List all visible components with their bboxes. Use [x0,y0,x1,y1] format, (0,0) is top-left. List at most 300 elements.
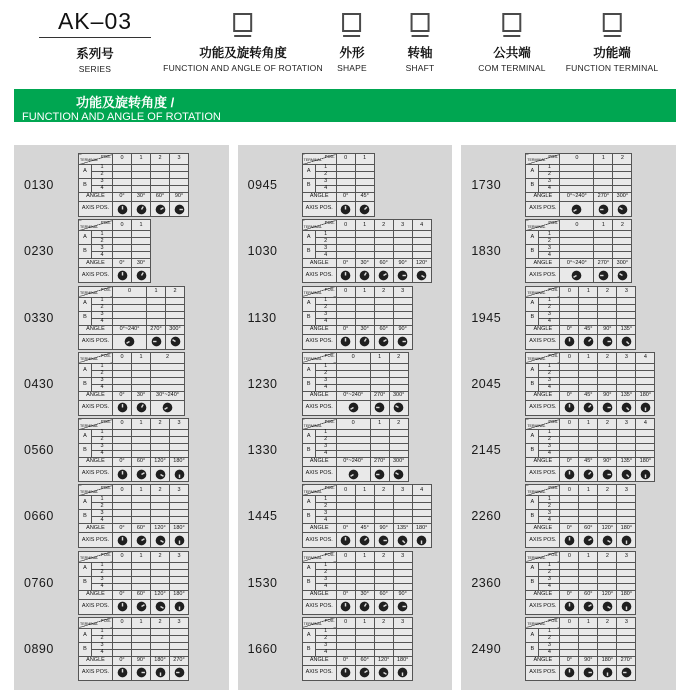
axis-row-label: AXIS POS. [526,202,560,217]
contact-cell [579,503,598,510]
contact-cell [113,649,132,656]
axis-knob-icon [564,402,575,413]
terminal-number: 1 [315,628,336,635]
axis-position-cell [560,334,579,349]
axis-knob-icon [348,402,359,413]
terminal-number: 4 [92,451,113,458]
contact-cell [166,318,185,325]
contact-cell [579,304,598,311]
series-label-en: SERIES [78,64,112,74]
axis-position-cell [113,400,132,415]
contact-cell [560,179,594,186]
position-number: 0 [560,551,579,562]
contact-cell [560,437,579,444]
function-code: 0945 [247,178,278,192]
contact-cell [613,172,632,179]
axis-knob-icon [583,402,594,413]
pos-terminal-diagonal-cell [79,352,113,363]
contact-cell [579,311,598,318]
group-b-label: B [79,444,92,458]
axis-row-label: AXIS POS. [302,665,336,680]
section-banner [14,89,676,122]
contact-cell [355,642,374,649]
angle-value: 90° [579,656,598,665]
contact-cell [393,649,412,656]
contact-cell [370,437,389,444]
contact-cell [613,252,632,259]
angle-row-label: ANGLE [302,325,336,334]
axis-position-cell [560,665,579,680]
group-b-label: B [302,642,315,656]
contact-cell [636,451,655,458]
group-a-label: A [302,165,315,179]
group-a-label: A [79,231,92,245]
contact-cell [355,318,374,325]
group-a-label: A [526,165,539,179]
contact-cell [374,297,393,304]
terminal-number: 3 [539,642,560,649]
position-number: 2 [374,220,393,231]
axis-knob-icon [598,204,609,215]
function-code: 0330 [24,310,54,325]
axis-position-cell [151,202,170,217]
contact-cell [393,583,412,590]
function-table-1945 [525,286,636,350]
axis-position-cell [132,665,151,680]
angle-value: 60° [355,656,374,665]
pos-terminal-diagonal-cell [79,220,113,231]
pos-terminal-diagonal-cell [526,485,560,496]
contact-cell [613,245,632,252]
angle-value: 60° [579,590,598,599]
position-number: 3 [393,286,412,297]
terminal-number: 4 [539,517,560,524]
angle-value: 180° [617,590,636,599]
angle-row-label: ANGLE [302,458,336,467]
angle-value: 270° [594,259,613,268]
contact-cell [560,318,579,325]
contact-cell [594,179,613,186]
axis-knob-icon [378,270,389,281]
axis-position-cell [617,599,636,614]
contact-cell [617,363,636,370]
angle-value: 60° [374,590,393,599]
position-number: 3 [617,419,636,430]
axis-knob-icon [397,667,408,678]
position-number: 0 [336,352,370,363]
field-function [163,10,323,73]
table-block-1830 [461,219,676,283]
axis-position-cell [151,533,170,548]
contact-cell [151,583,170,590]
group-b-label: B [79,311,92,325]
contact-cell [336,377,370,384]
angle-value: 300° [613,193,632,202]
angle-value: 135° [617,325,636,334]
angle-value: 300° [613,259,632,268]
position-number: 2 [598,352,617,363]
contact-cell [355,569,374,576]
axis-position-cell [113,665,132,680]
contact-cell [132,503,151,510]
terminal-number: 1 [315,363,336,370]
contact-cell [336,569,355,576]
position-number: 3 [617,551,636,562]
contact-cell [147,304,166,311]
pos-terminal-diagonal-cell [302,551,336,562]
table-block-1445 [238,484,453,548]
axis-position-cell [151,599,170,614]
field-label-cn: 外形 [339,46,365,60]
checkbox-icon [233,13,252,32]
angle-value: 0° [560,524,579,533]
contact-cell [579,377,598,384]
angle-value: 60° [579,524,598,533]
contact-cell [393,635,412,642]
position-number: 2 [389,419,408,430]
position-number: 1 [370,352,389,363]
contact-cell [598,576,617,583]
angle-value: 90° [598,458,617,467]
axis-knob-icon [155,601,166,612]
group-b-label: B [79,245,92,259]
contact-cell [598,370,617,377]
position-number: 2 [151,352,185,363]
position-number: 1 [132,551,151,562]
pos-label: POS. [100,485,111,491]
contact-cell [113,517,132,524]
contact-cell [579,430,598,437]
contact-cell [336,318,355,325]
axis-row-label: AXIS POS. [526,533,560,548]
axis-knob-icon [583,535,594,546]
contact-cell [598,304,617,311]
contact-cell [370,430,389,437]
position-number: 0 [560,617,579,628]
position-number: 2 [151,617,170,628]
position-number: 0 [336,286,355,297]
position-number: 2 [598,286,617,297]
contact-cell [560,186,594,193]
contact-cell [617,311,636,318]
axis-position-cell [355,202,374,217]
angle-value: 300° [166,325,185,334]
contact-cell [113,444,132,451]
function-code: 1730 [471,178,502,192]
axis-position-cell [336,467,370,482]
terminal-number: 3 [92,642,113,649]
function-code: 0230 [24,244,54,259]
angle-value: 0° [113,259,132,268]
axis-row-label: AXIS POS. [79,202,113,217]
contact-cell [336,437,370,444]
terminal-number: 3 [92,245,113,252]
axis-position-cell [113,202,132,217]
contact-cell [151,642,170,649]
contact-cell [598,562,617,569]
series-code: AK–03 [57,8,133,34]
contact-cell [151,451,170,458]
group-a-label: A [79,430,92,444]
terminal-number: 2 [92,437,113,444]
contact-cell [598,444,617,451]
contact-cell [170,437,189,444]
contact-cell [598,318,617,325]
contact-cell [594,245,613,252]
contact-cell [355,583,374,590]
contact-cell [113,186,132,193]
position-number: 3 [617,286,636,297]
field-label-en: COM TERMINAL [478,63,546,73]
terminal-number: 1 [92,165,113,172]
contact-cell [579,318,598,325]
function-table-2260 [525,484,636,548]
contact-cell [617,628,636,635]
terminal-number: 2 [315,370,336,377]
terminal-number: 4 [92,583,113,590]
contact-cell [170,503,189,510]
contact-cell [336,451,370,458]
angle-row-label: ANGLE [526,458,560,467]
contact-cell [560,649,579,656]
axis-knob-icon [617,270,628,281]
field-label-en: FUNCTION AND ANGLE OF ROTATION [163,63,323,73]
terminal-number: 2 [315,304,336,311]
axis-row-label: AXIS POS. [526,599,560,614]
group-b-label: B [79,179,92,193]
table-block-0560 [14,418,229,482]
pos-label: POS. [324,352,335,358]
pos-terminal-diagonal-cell [302,154,336,165]
axis-knob-icon [117,270,128,281]
contact-cell [598,649,617,656]
axis-position-cell [579,533,598,548]
contact-cell [617,517,636,524]
angle-value: 30° [355,259,374,268]
terminal-number: 1 [92,297,113,304]
function-code: 2260 [471,509,502,524]
terminal-number: 3 [92,444,113,451]
axis-knob-icon [583,336,594,347]
contact-cell [151,430,170,437]
function-table-1830 [525,219,632,283]
axis-position-cell [355,599,374,614]
group-b-label: B [302,510,315,524]
angle-row-label: ANGLE [526,391,560,400]
axis-position-cell [132,467,151,482]
terminal-number: 1 [92,496,113,503]
group-a-label: A [79,628,92,642]
terminal-number: 2 [315,503,336,510]
contact-cell [393,297,412,304]
contact-cell [617,437,636,444]
axis-knob-icon [602,469,613,480]
banner-title-cn: 功能及旋转角度 / [76,95,175,110]
table-block-0330 [14,286,229,350]
terminal-label: TERMINAL [527,357,546,362]
contact-cell [636,377,655,384]
contact-cell [579,437,598,444]
position-number: 1 [579,352,598,363]
contact-cell [132,635,151,642]
contact-cell [370,384,389,391]
contact-cell [412,231,431,238]
axis-position-cell [598,665,617,680]
contact-cell [336,642,355,649]
position-number: 1 [594,220,613,231]
axis-knob-icon [136,204,147,215]
contact-cell [170,510,189,517]
terminal-number: 1 [539,231,560,238]
contact-cell [113,318,147,325]
function-table-0430 [78,352,185,416]
contact-cell [617,318,636,325]
angle-row-label: ANGLE [302,524,336,533]
angle-row-label: ANGLE [526,259,560,268]
terminal-label: TERMINAL [80,357,99,362]
function-table-1445 [302,484,432,548]
contact-cell [113,384,132,391]
axis-position-cell [132,268,151,283]
contact-cell [598,384,617,391]
table-block-2360 [461,551,676,615]
terminal-number: 1 [539,297,560,304]
contact-cell [389,437,408,444]
contact-cell [412,517,431,524]
group-b-label: B [526,576,539,590]
axis-knob-icon [602,402,613,413]
angle-value: 135° [617,458,636,467]
function-code: 1530 [247,575,278,590]
contact-cell [594,231,613,238]
terminal-number: 2 [539,370,560,377]
contact-cell [560,297,579,304]
pos-label: POS. [548,154,559,159]
contact-cell [113,510,132,517]
axis-knob-icon [136,270,147,281]
pos-label: POS. [324,485,335,491]
checkbox-underline [604,35,621,37]
axis-knob-icon [359,535,370,546]
contact-cell [374,245,393,252]
terminal-label: TERMINAL [303,423,322,428]
contact-cell [393,245,412,252]
position-number: 0 [113,551,132,562]
group-a-label: A [79,165,92,179]
position-number: 2 [151,154,170,165]
position-number: 2 [151,551,170,562]
axis-position-cell [598,334,617,349]
terminal-number: 1 [92,628,113,635]
terminal-number: 3 [539,510,560,517]
terminal-label: TERMINAL [80,224,99,229]
terminal-number: 1 [539,628,560,635]
contact-cell [560,517,579,524]
angle-value: 120° [151,590,170,599]
contact-cell [336,311,355,318]
contact-cell [370,377,389,384]
contact-cell [170,186,189,193]
axis-position-cell [617,665,636,680]
contact-cell [336,510,355,517]
contact-cell [374,252,393,259]
axis-row-label: AXIS POS. [302,202,336,217]
axis-position-cell [374,334,393,349]
axis-position-cell [374,533,393,548]
terminal-number: 4 [315,186,336,193]
angle-value: 30° [132,259,151,268]
angle-value: 180° [393,656,412,665]
axis-knob-icon [583,469,594,480]
contact-cell [147,297,166,304]
axis-knob-icon [117,402,128,413]
axis-knob-icon [416,270,427,281]
axis-position-cell [393,665,412,680]
group-b-label: B [302,377,315,391]
pos-label: POS. [100,352,111,358]
table-block-0430 [14,352,229,416]
axis-knob-icon [117,535,128,546]
contact-cell [560,642,579,649]
terminal-label: TERMINAL [527,290,546,295]
terminal-label: TERMINAL [303,556,322,561]
table-block-0945 [238,153,453,217]
position-number: 2 [374,286,393,297]
position-number: 1 [132,617,151,628]
position-number: 0 [336,419,370,430]
terminal-number: 3 [539,179,560,186]
function-code: 1330 [247,443,278,458]
contact-cell [370,363,389,370]
axis-knob-icon [136,469,147,480]
contact-cell [617,510,636,517]
contact-cell [579,562,598,569]
contact-cell [336,245,355,252]
contact-cell [132,363,151,370]
axis-position-cell [336,400,370,415]
position-number: 1 [355,154,374,165]
position-number: 0 [560,485,579,496]
contact-cell [393,562,412,569]
position-number: 0 [560,419,579,430]
angle-row-label: ANGLE [79,391,113,400]
axis-knob-icon [340,535,351,546]
axis-knob-icon [602,336,613,347]
angle-value: 30° [355,590,374,599]
angle-row-label: ANGLE [526,656,560,665]
terminal-number: 3 [315,642,336,649]
angle-value: 0°~240° [560,259,594,268]
angle-value: 90° [132,656,151,665]
contact-cell [355,517,374,524]
angle-value: 0° [336,193,355,202]
position-number: 2 [598,485,617,496]
angle-value: 135° [393,524,412,533]
pos-terminal-diagonal-cell [79,286,113,297]
contact-cell [374,238,393,245]
axis-position-cell [393,268,412,283]
axis-row-label: AXIS POS. [79,665,113,680]
position-number: 3 [170,617,189,628]
terminal-number: 3 [539,311,560,318]
contact-cell [598,451,617,458]
terminal-number: 2 [539,238,560,245]
contact-cell [370,370,389,377]
group-a-label: A [302,363,315,377]
contact-cell [132,496,151,503]
contact-cell [170,172,189,179]
contact-cell [355,186,374,193]
